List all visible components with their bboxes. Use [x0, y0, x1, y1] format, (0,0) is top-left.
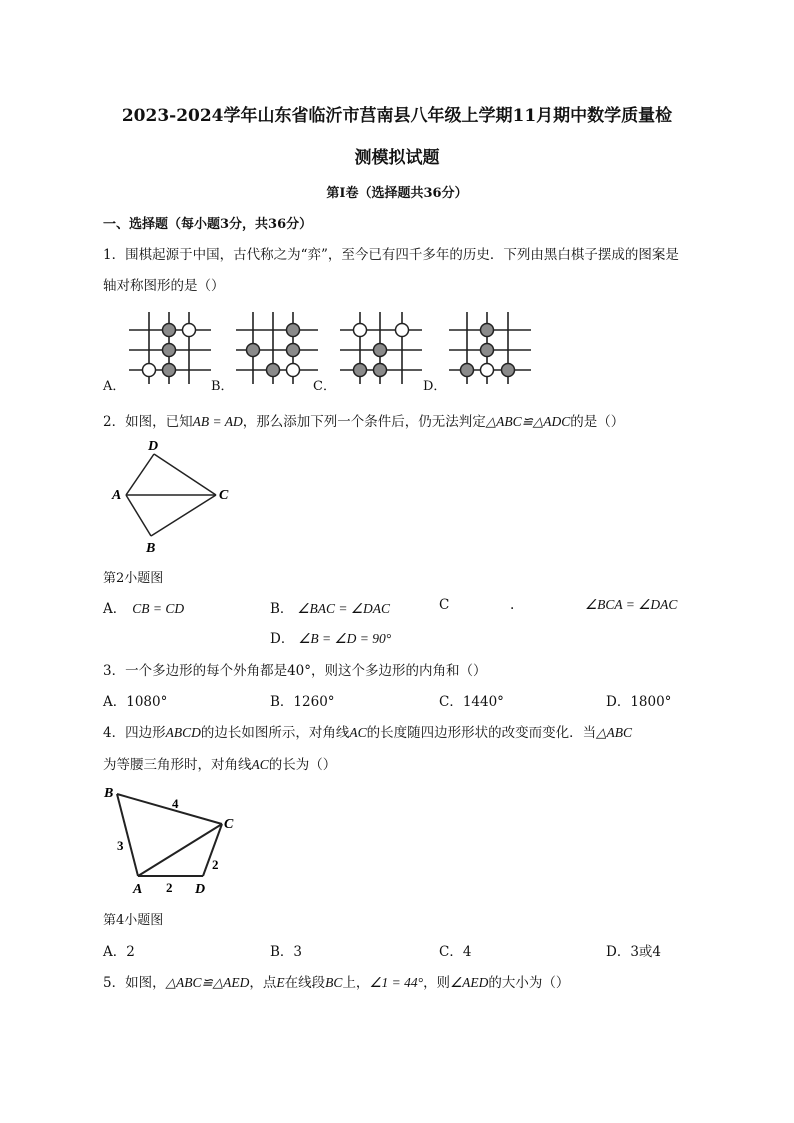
go-stone-white	[287, 364, 300, 377]
q5-math-bc: BC	[325, 975, 343, 990]
q2-option-a	[103, 597, 184, 617]
go-stone-black	[374, 364, 387, 377]
q2-figure	[108, 434, 238, 556]
q5-stem-suffix: 的大小为（）	[488, 975, 570, 991]
q4-figure	[100, 782, 250, 900]
q4-stem-line2	[103, 753, 336, 773]
q4-math-abcd: ABCD	[165, 725, 201, 740]
q3-option-a: A．1080°	[103, 694, 168, 710]
q4-label-a: A	[133, 882, 143, 897]
q4-label-c: C	[224, 817, 234, 832]
q4-length-cd: 2	[212, 857, 219, 872]
q2-option-a-label: A．	[103, 601, 127, 617]
q4-length-bc: 4	[172, 796, 179, 811]
q2-option-b-text: ∠BAC = ∠DAC	[297, 601, 390, 616]
q5-stem-mid1: ，点	[249, 975, 277, 991]
go-stone-white	[354, 324, 367, 337]
q2-label-d: D	[148, 439, 159, 454]
q4-math-triangle-abc: △ABC	[596, 725, 632, 740]
go-stone-black	[163, 364, 176, 377]
q5-stem	[103, 971, 569, 991]
q1-stem-line1: 1．围棋起源于中国，古代称之为“弈”，至今已有四千多年的历史．下列由黑白棋子摆成的图案是	[103, 247, 679, 263]
go-stone-black	[481, 324, 494, 337]
go-stone-black	[163, 324, 176, 337]
q4-stem-mid: 的边长如图所示，对角线	[200, 725, 350, 741]
q4-label-b: B	[104, 786, 114, 801]
q4-label-d: D	[195, 882, 206, 897]
go-pattern-c	[340, 312, 422, 384]
q3-option-d: D．1800°	[606, 694, 672, 710]
q5-math-angle1: ∠1 = 44°	[369, 975, 424, 990]
q1-option-d-label: D．	[423, 379, 447, 394]
q1-option-c-label: C．	[313, 379, 336, 394]
q2-option-d-text: ∠B = ∠D = 90°	[298, 631, 392, 646]
q4-stem-line2-prefix: 为等腰三角形时，对角线	[103, 757, 252, 773]
paper-subtitle: 第Ⅰ卷（选择题共36分）	[326, 186, 468, 201]
q2-math-congruence: △ABC≌△ADC	[485, 414, 571, 429]
go-stone-black	[267, 364, 280, 377]
go-stone-white	[481, 364, 494, 377]
go-stone-black	[374, 344, 387, 357]
q2-label-b: B	[146, 541, 156, 556]
q5-math-angle-aed: ∠AED	[450, 975, 489, 990]
q4-option-a: A．2	[103, 944, 135, 960]
q5-stem-mid4: ，则	[423, 975, 451, 991]
go-pattern-b	[236, 312, 318, 384]
go-stone-black	[502, 364, 515, 377]
q4-figure-caption: 第4小题图	[103, 913, 164, 928]
q2-option-a-text: CB = CD	[132, 601, 185, 616]
q5-stem-prefix: 5．如图，	[103, 975, 166, 991]
q4-stem-mid2: 的长度随四边形形状的改变而变化．当	[366, 725, 597, 741]
go-stone-black	[461, 364, 474, 377]
q2-math-ab-ad: AB = AD	[192, 414, 243, 429]
q5-stem-mid2: 在线段	[284, 975, 326, 991]
go-stone-black	[354, 364, 367, 377]
q2-label-a: A	[112, 488, 122, 503]
q5-stem-mid3: 上，	[342, 975, 370, 991]
q4-length-ad: 2	[166, 880, 173, 895]
q4-option-d: D．3或4	[606, 944, 662, 960]
q1-option-a-label: A．	[103, 379, 126, 394]
q5-math-congruence: △ABC≌△AED	[165, 975, 250, 990]
go-stone-black	[481, 344, 494, 357]
q4-stem-line1	[103, 721, 632, 741]
go-pattern-d	[449, 312, 531, 384]
go-stone-black	[247, 344, 260, 357]
q2-option-c-dot: .	[510, 597, 515, 613]
q2-option-c-label: C	[439, 597, 450, 613]
q4-stem-prefix: 4．四边形	[103, 725, 166, 741]
go-stone-black	[287, 344, 300, 357]
q2-stem	[103, 410, 624, 430]
q4-option-b: B．3	[270, 944, 303, 960]
q2-stem-prefix: 2．如图，已知	[103, 414, 193, 430]
go-stone-black	[287, 324, 300, 337]
q2-option-b-label: B．	[270, 601, 294, 617]
q4-math-ac-2: AC	[251, 757, 269, 772]
page-title-line1: 2023-2024学年山东省临沂市莒南县八年级上学期11月期中数学质量检	[121, 106, 673, 126]
go-stone-white	[183, 324, 196, 337]
q2-stem-suffix: 的是（）	[570, 414, 625, 430]
q2-label-c: C	[219, 488, 229, 503]
q2-option-b	[270, 597, 390, 617]
q3-option-b: B．1260°	[270, 694, 335, 710]
q1-option-b-label: B．	[211, 379, 234, 394]
q2-stem-mid: ，那么添加下列一个条件后，仍无法判定	[242, 414, 486, 430]
q3-option-c: C．1440°	[439, 694, 504, 710]
section-heading: 一、选择题（每小题3分，共36分）	[103, 217, 313, 232]
go-stone-white	[143, 364, 156, 377]
q4-stem-line2-suffix: 的长为（）	[268, 757, 337, 773]
q4-length-ab: 3	[117, 838, 124, 853]
q5-math-e: E	[276, 975, 285, 990]
go-pattern-a	[129, 312, 211, 384]
page-title-line2: 测模拟试题	[354, 148, 440, 168]
q2-option-d	[270, 627, 391, 647]
q2-option-d-label: D．	[270, 631, 295, 647]
q4-option-c: C．4	[439, 944, 472, 960]
q3-stem: 3．一个多边形的每个外角都是40°，则这个多边形的内角和（）	[103, 663, 487, 679]
go-stone-white	[396, 324, 409, 337]
q1-stem-line2: 轴对称图形的是（）	[103, 278, 225, 294]
q2-figure-caption: 第2小题图	[103, 571, 164, 586]
go-stone-black	[163, 344, 176, 357]
q2-option-c-text: ∠BCA = ∠DAC	[585, 597, 678, 612]
q4-math-ac: AC	[349, 725, 367, 740]
